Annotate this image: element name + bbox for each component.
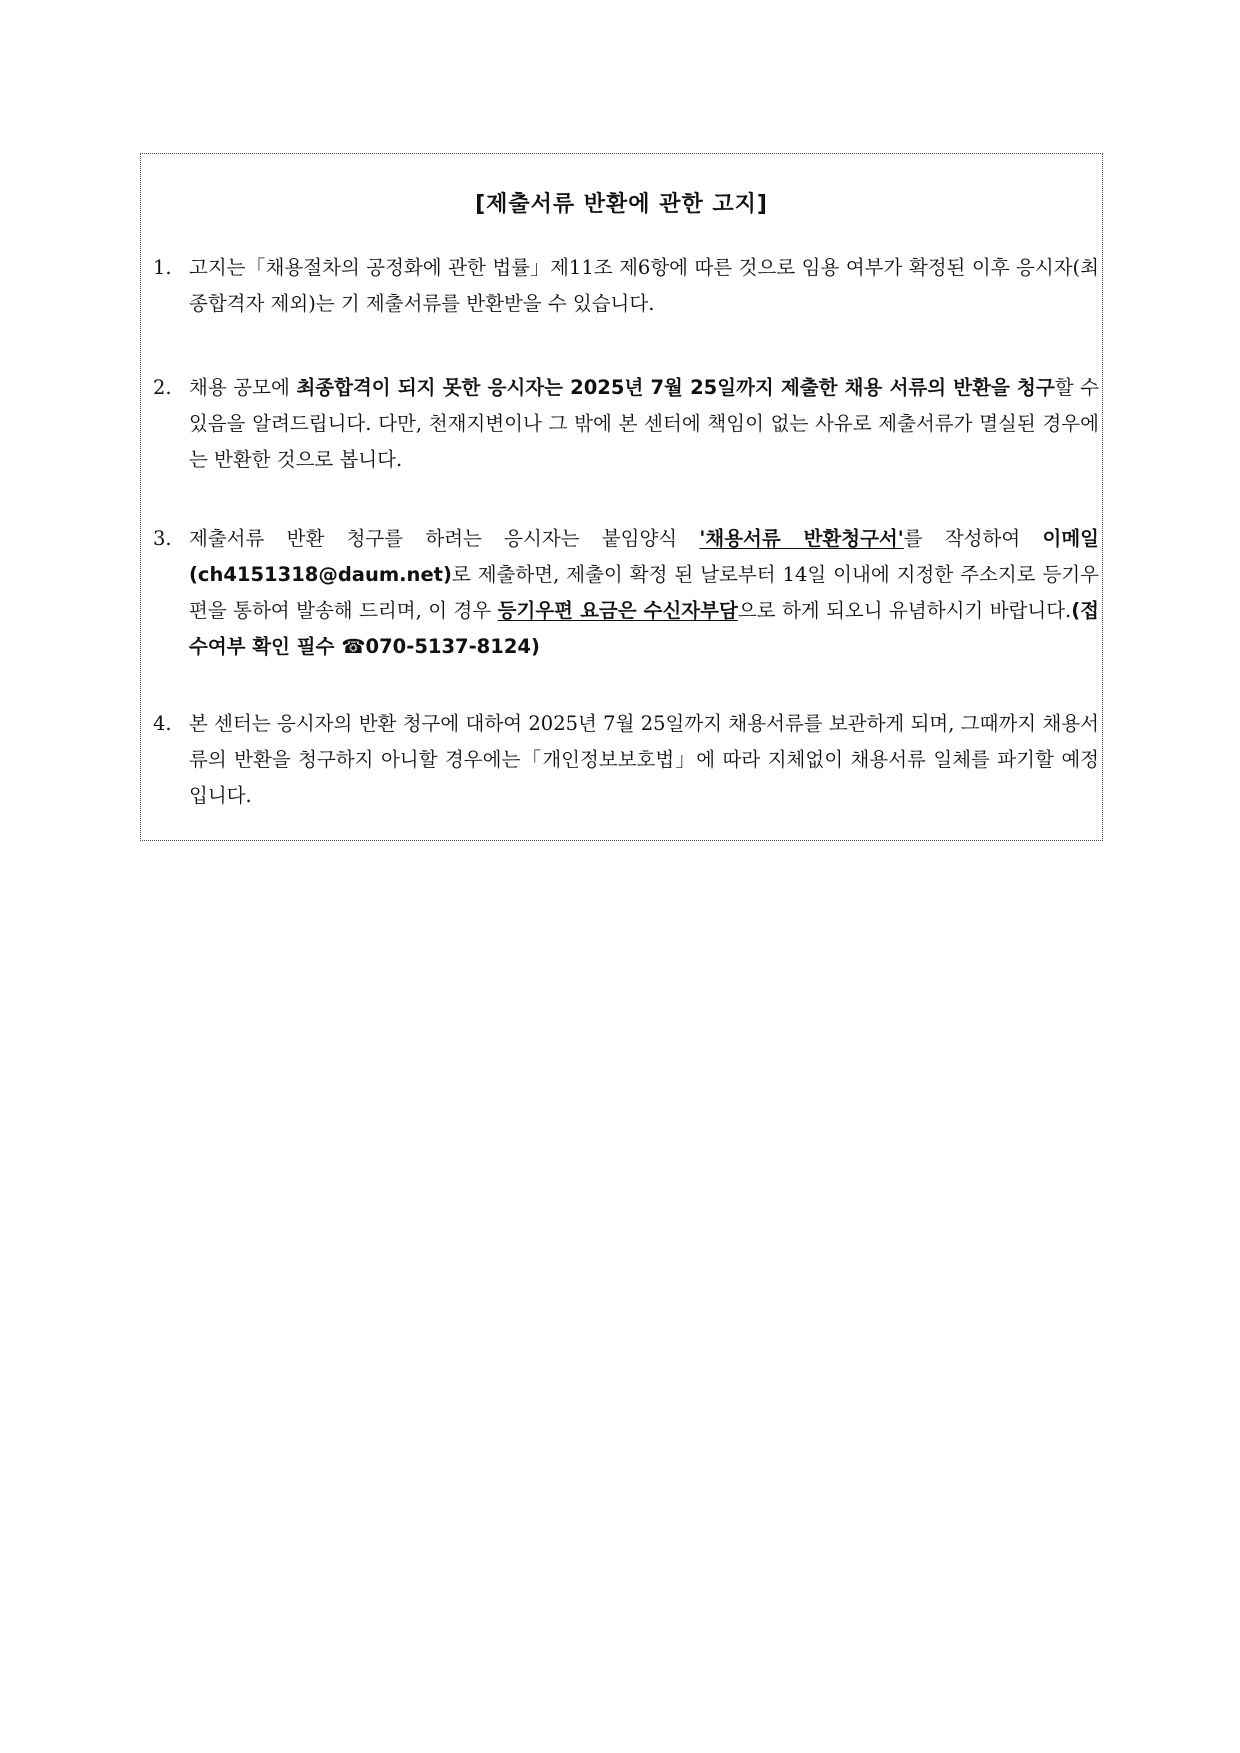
item-text <box>189 521 1099 665</box>
emphasis-text: 최종합격이 되지 못한 응시자는 2025년 7월 25일까지 제출한 채용 서류의 반환을 청구 <box>296 376 1055 399</box>
notice-title: [제출서류 반환에 관한 고지] <box>475 192 768 217</box>
item-text <box>189 250 1099 322</box>
item-number: 3. <box>153 527 172 550</box>
item-text-part: 으로 하게 되오니 유념하시기 바랍니다. <box>737 599 1072 622</box>
item-text-part: 로 제출하면, 제출이 확정 된 날로부터 14일 이내에 지정한 주소지로 등기우편을 통하여 발송해 드리며, 이 경우 <box>189 563 1099 622</box>
item-text <box>189 370 1099 478</box>
item-number: 1. <box>153 256 172 279</box>
notice-box <box>140 153 1103 841</box>
item-text-part: 제출서류 반환 청구를 하려는 응시자는 붙임양식 <box>189 527 700 550</box>
contact-phone: (접수여부 확인 필수 ☎070-5137-8124) <box>189 599 1100 658</box>
notice-item-2 <box>153 370 1099 478</box>
item-text <box>189 706 1099 814</box>
item-text-part: 채용 공모에 <box>189 376 297 399</box>
form-name: '채용서류 반환청구서' <box>699 527 904 550</box>
item-number: 2. <box>153 376 172 399</box>
notice-item-4 <box>153 706 1099 814</box>
item-text-part: 할 수 있음을 알려드립니다. 다만, 천재지변이나 그 밖에 본 센터에 책임이 없는 사유로 제출서류가 멸실된 경우에는 반환한 것으로 봅니다. <box>189 376 1099 471</box>
email-address[interactable]: 이메일 (ch4151318@daum.net) <box>189 527 1099 586</box>
postage-notice: 등기우편 요금은 수신자부담 <box>497 599 738 622</box>
item-text-part: 본 센터는 응시자의 반환 청구에 대하여 2025년 7월 25일까지 채용서류를 보관하게 되며, 그때까지 채용서류의 반환을 청구하지 아니할 경우에는「개인정보보호법」에 따라 지체없이 채용서류 일체를 파기할 예정입니다. <box>189 712 1099 807</box>
notice-item-3 <box>153 521 1099 665</box>
item-text-part: 를 작성하여 <box>903 527 1043 550</box>
item-number: 4. <box>153 712 172 735</box>
item-text-part: 고지는「채용절차의 공정화에 관한 법률」제11조 제6항에 따른 것으로 임용 여부가 확정된 이후 응시자(최종합격자 제외)는 기 제출서류를 반환받을 수 있습니다. <box>189 256 1099 315</box>
notice-item-1 <box>153 250 1099 322</box>
